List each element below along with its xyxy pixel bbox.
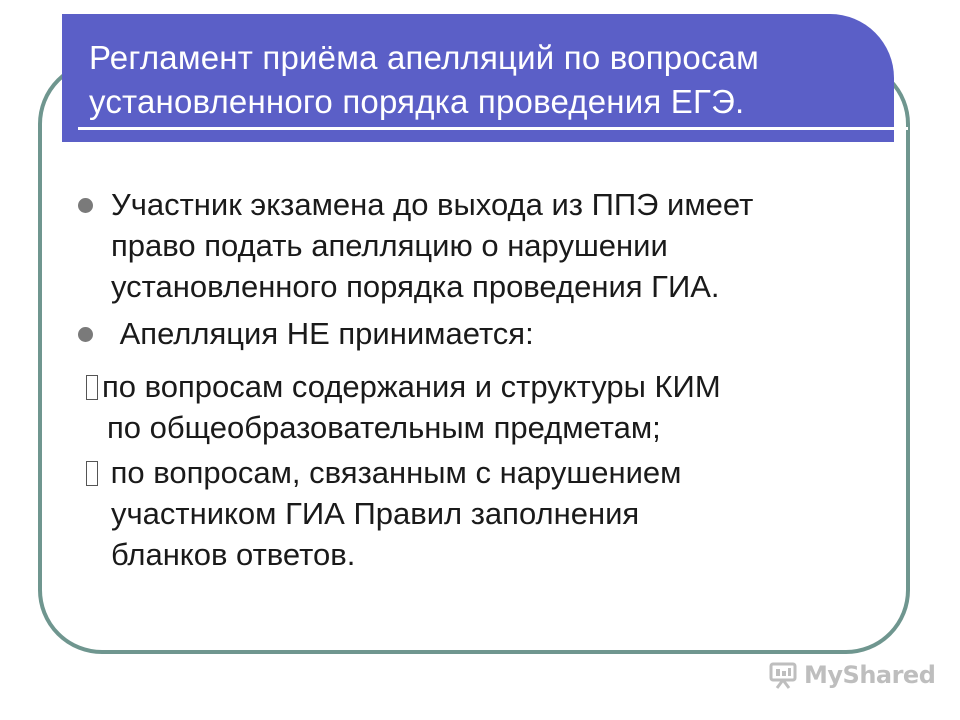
bullet-line: Участник экзамена до выхода из ППЭ имеет <box>111 187 754 222</box>
bullet-item <box>111 184 753 307</box>
presentation-board-icon <box>768 660 798 690</box>
bullet-dot <box>78 198 93 213</box>
sub-item-line: бланков ответов. <box>111 537 356 572</box>
slide-title <box>89 36 869 124</box>
sub-item-line: по вопросам содержания и структуры КИМ <box>102 369 721 404</box>
sub-item-line: по вопросам, связанным с нарушением <box>102 455 682 490</box>
sub-item-line: по общеобразовательным предметам; <box>107 410 661 445</box>
checkbox-glyph-icon <box>86 461 98 486</box>
title-underline <box>78 127 908 130</box>
title-line-1: Регламент приёма апелляций по вопросам <box>89 39 760 76</box>
bullet-item <box>111 313 534 354</box>
bullet-line: Апелляция НЕ принимается: <box>111 316 534 351</box>
bullet-line: право подать апелляцию о нарушении <box>111 228 668 263</box>
watermark-text: MyShared <box>804 661 936 689</box>
bullet-dot <box>78 327 93 342</box>
title-line-2: установленного порядка проведения ЕГЭ. <box>89 83 745 120</box>
sub-item <box>86 452 681 575</box>
title-banner <box>62 14 894 142</box>
bullet-line: установленного порядка проведения ГИА. <box>111 269 720 304</box>
sub-item-line: участником ГИА Правил заполнения <box>111 496 640 531</box>
watermark <box>768 658 935 692</box>
sub-item <box>86 366 721 448</box>
checkbox-glyph-icon <box>86 375 98 400</box>
